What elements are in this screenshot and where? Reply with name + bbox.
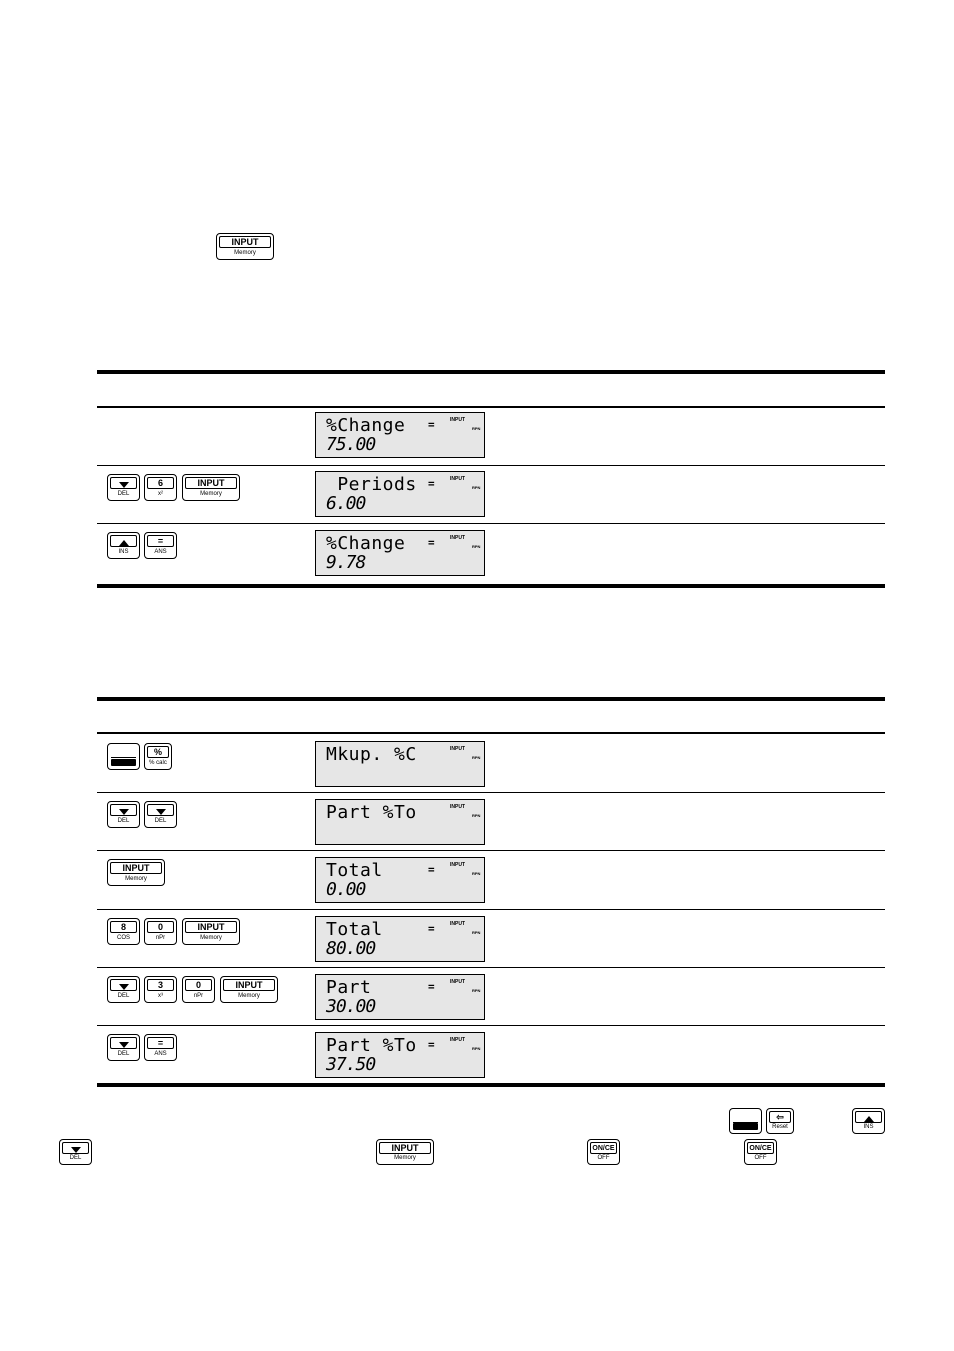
zero-key (144, 918, 177, 945)
up-arrow-icon (864, 1116, 874, 1122)
lcd-line-2: 30.00 (326, 996, 376, 1017)
lcd-display (315, 857, 485, 903)
lcd-line-2: 6.00 (326, 493, 366, 514)
equals-key (144, 532, 177, 559)
down-arrow-key (107, 976, 140, 1003)
table-1-row-divider (97, 523, 885, 524)
lcd-annunciator-rpn: RPN (472, 544, 481, 549)
up-key-sublabel: INS (118, 549, 129, 555)
down-arrow-icon (119, 809, 129, 815)
lcd-line-1: %Change (326, 533, 406, 554)
input-key (220, 976, 278, 1003)
lcd-line-1: Mkup. %C (326, 744, 417, 765)
lcd-display (315, 471, 485, 517)
zero-key-sublabel: nPr (193, 993, 204, 999)
lcd-annunciator-input: INPUT (450, 535, 465, 541)
input-key-label: INPUT (219, 236, 271, 248)
lcd-line-1: Total (326, 860, 383, 881)
eight-key (107, 918, 140, 945)
input-key-sublabel: Memory (200, 491, 222, 497)
lcd-display (315, 741, 485, 787)
lcd-annunciator-rpn: RPN (472, 813, 481, 818)
lcd-line-2: 37.50 (326, 1054, 376, 1075)
lcd-annunciator-rpn: RPN (472, 755, 481, 760)
lcd-annunciator-rpn: RPN (472, 426, 481, 431)
down-key-sublabel: DEL (154, 818, 167, 824)
up-key-sublabel: INS (863, 1124, 874, 1130)
down-arrow-key (107, 1034, 140, 1061)
input-key-label: INPUT (110, 862, 162, 874)
down-arrow-icon (71, 1147, 81, 1153)
input-key-sublabel: Memory (394, 1155, 416, 1161)
percent-key-label: % (147, 746, 169, 758)
input-key (376, 1139, 434, 1165)
equals-key-sublabel: ANS (154, 1051, 167, 1057)
lcd-annunciator-input: INPUT (450, 746, 465, 752)
lcd-annunciator-input: INPUT (450, 417, 465, 423)
on-ce-key-label: ON/CE (747, 1142, 774, 1154)
down-arrow-icon (119, 1042, 129, 1048)
down-key-sublabel: DEL (117, 491, 130, 497)
lcd-annunciator-input: INPUT (450, 476, 465, 482)
input-key (182, 918, 240, 945)
three-key (144, 976, 177, 1003)
zero-key-label: 0 (147, 921, 174, 933)
down-arrow-icon (119, 482, 129, 488)
up-arrow-key (852, 1108, 885, 1134)
lcd-equals: = (428, 418, 435, 431)
table-1-bottom-rule (97, 584, 885, 588)
lcd-equals: = (428, 980, 435, 993)
input-key (107, 859, 165, 886)
backspace-key-sublabel: Reset (772, 1124, 788, 1130)
down-key-sublabel: DEL (69, 1155, 82, 1161)
input-key-sublabel: Memory (200, 935, 222, 941)
up-arrow-key (107, 532, 140, 559)
table-2-bottom-rule (97, 1083, 885, 1087)
table-2-row-divider (97, 909, 885, 910)
input-key-label: INPUT (223, 979, 275, 991)
zero-key-sublabel: nPr (155, 935, 166, 941)
down-arrow-key (59, 1139, 92, 1165)
down-arrow-key (107, 474, 140, 501)
on-ce-key (587, 1139, 620, 1165)
percent-key-sublabel: % calc (149, 760, 167, 766)
lcd-annunciator-input: INPUT (450, 979, 465, 985)
lcd-equals: = (428, 1038, 435, 1051)
eight-key-sublabel: COS (116, 935, 130, 941)
backspace-key (766, 1108, 794, 1134)
down-arrow-icon (119, 984, 129, 990)
shift-key (107, 743, 140, 770)
lcd-line-1: Part %To (326, 1035, 417, 1056)
down-key-sublabel: DEL (117, 1051, 130, 1057)
eight-key-label: 8 (110, 921, 137, 933)
equals-key (144, 1034, 177, 1061)
lcd-line-2: 80.00 (326, 938, 376, 959)
down-key-sublabel: DEL (117, 993, 130, 999)
table-1-top-rule (97, 370, 885, 374)
input-key-label: INPUT (379, 1142, 431, 1154)
lcd-annunciator-input: INPUT (450, 862, 465, 868)
table-2-row-divider (97, 967, 885, 968)
six-key (144, 474, 177, 501)
lcd-display (315, 799, 485, 845)
input-key-label: INPUT (185, 477, 237, 489)
input-key (182, 474, 240, 501)
lcd-annunciator-rpn: RPN (472, 485, 481, 490)
equals-key-label: = (147, 1037, 174, 1049)
down-arrow-key (144, 801, 177, 828)
three-key-sublabel: x³ (158, 993, 163, 999)
lcd-display (315, 1032, 485, 1078)
lcd-annunciator-input: INPUT (450, 1037, 465, 1043)
lcd-annunciator-input: INPUT (450, 804, 465, 810)
table-2-header-rule (97, 732, 885, 734)
lcd-line-1: Total (326, 919, 383, 940)
lcd-line-1: %Change (326, 415, 406, 436)
table-2-row-divider (97, 850, 885, 851)
on-ce-key (744, 1139, 777, 1165)
lcd-equals: = (428, 922, 435, 935)
lcd-display (315, 974, 485, 1020)
down-arrow-key (107, 801, 140, 828)
lcd-equals: = (428, 536, 435, 549)
lcd-line-1: Periods (326, 474, 417, 495)
table-1-header-rule (97, 406, 885, 408)
lcd-annunciator-rpn: RPN (472, 988, 481, 993)
equals-key-label: = (147, 535, 174, 547)
three-key-label: 3 (147, 979, 174, 991)
down-key-sublabel: DEL (117, 818, 130, 824)
lcd-equals: = (428, 477, 435, 490)
on-ce-key-sublabel: OFF (754, 1155, 767, 1161)
lcd-annunciator-rpn: RPN (472, 1046, 481, 1051)
lcd-display (315, 412, 485, 458)
table-2-row-divider (97, 1025, 885, 1026)
input-key-sublabel: Memory (125, 876, 147, 882)
input-key-label: INPUT (185, 921, 237, 933)
lcd-line-2: 75.00 (326, 434, 376, 455)
zero-key-label: 0 (185, 979, 212, 991)
lcd-annunciator-rpn: RPN (472, 871, 481, 876)
lcd-line-2: 0.00 (326, 879, 366, 900)
input-key-sublabel: Memory (238, 993, 260, 999)
lcd-display (315, 916, 485, 962)
input-key (216, 233, 274, 260)
down-arrow-icon (156, 809, 166, 815)
backspace-arrow-icon: ⇦ (769, 1111, 791, 1123)
equals-key-sublabel: ANS (154, 549, 167, 555)
up-arrow-icon (119, 540, 129, 546)
table-2-top-rule (97, 697, 885, 701)
table-1-row-divider (97, 465, 885, 466)
input-key-sublabel: Memory (234, 250, 256, 256)
zero-key (182, 976, 215, 1003)
table-2-row-divider (97, 792, 885, 793)
shift-key (729, 1108, 762, 1134)
lcd-equals: = (428, 863, 435, 876)
lcd-display (315, 530, 485, 576)
shift-bar-icon (111, 759, 136, 766)
lcd-line-2: 9.78 (326, 552, 366, 573)
percent-key (144, 743, 172, 770)
lcd-annunciator-input: INPUT (450, 921, 465, 927)
on-ce-key-label: ON/CE (590, 1142, 617, 1154)
lcd-annunciator-rpn: RPN (472, 930, 481, 935)
six-key-sublabel: x² (158, 491, 163, 497)
shift-bar-icon (733, 1123, 758, 1130)
lcd-line-1: Part %To (326, 802, 417, 823)
on-ce-key-sublabel: OFF (597, 1155, 610, 1161)
six-key-label: 6 (147, 477, 174, 489)
lcd-line-1: Part (326, 977, 372, 998)
